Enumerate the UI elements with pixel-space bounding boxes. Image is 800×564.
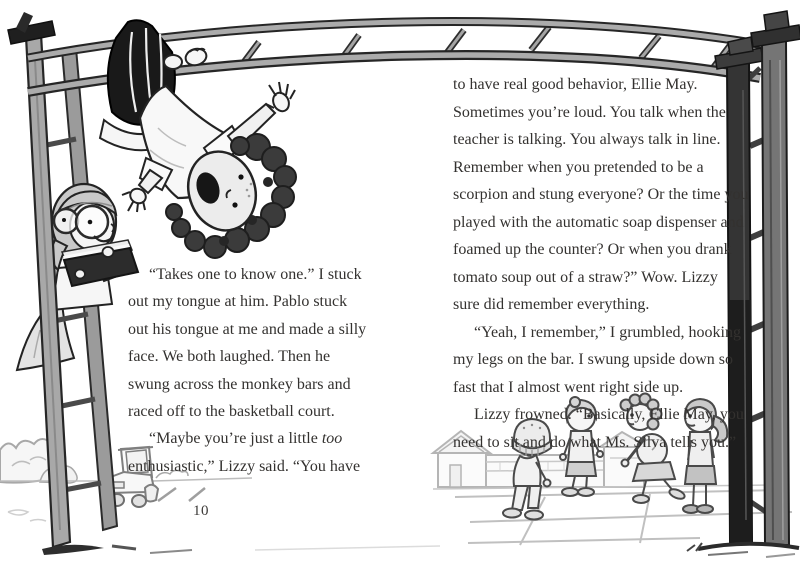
text-line: to have real good behavior, Ellie May. — [453, 76, 698, 93]
text-line: sure did remember everything. — [453, 296, 650, 313]
text-line: Remember when you pretended to be a — [453, 158, 704, 176]
text-line: fast that I almost went right side up. — [453, 378, 684, 396]
ground — [8, 510, 799, 557]
text-line: “Takes one to know one.” I stuck — [149, 266, 362, 283]
left-page-text — [128, 261, 366, 480]
text-line: raced off to the basketball court. — [128, 403, 335, 421]
text-line: need to sit and do what Ms. Silva tells you.” — [453, 433, 737, 451]
left-post-cap — [8, 21, 55, 44]
text-line: tomato soup out of a straw?” Wow. Lizzy — [453, 268, 718, 286]
text-line: Sometimes you’re loud. You talk when the — [453, 103, 726, 121]
text-line: swung across the monkey bars and — [128, 375, 351, 393]
text-fragment: “Maybe you’re just a little — [149, 430, 322, 448]
text-line: scorpion and stung everyone? Or the time you — [453, 186, 749, 203]
text-line: face. We both laughed. Then he — [128, 348, 331, 366]
text-line: teacher is talking. You always talk in line. — [453, 131, 721, 148]
page-number: 10 — [193, 503, 209, 519]
text-line: enthusiastic,” Lizzy said. “You have — [128, 457, 361, 475]
text-line: Lizzy frowned. “Basically, Ellie May, you — [474, 406, 744, 423]
ellie-may-upside-down — [100, 20, 296, 258]
road-dashes — [158, 488, 205, 501]
text-line: my legs on the bar. I swung upside down so — [453, 351, 733, 368]
text-line: out my tongue at him. Pablo stuck — [128, 293, 348, 311]
italic-word: too — [321, 430, 343, 448]
lizzy-glasses — [54, 209, 78, 233]
right-page-text — [453, 71, 748, 456]
text-line — [128, 425, 366, 452]
text-line: “Yeah, I remember,” I grumbled, hooking — [474, 323, 741, 341]
text-line: played with the automatic soap dispenser and — [453, 213, 744, 231]
text-line: out his tongue at me and made a silly — [128, 320, 367, 338]
text-line: foamed up the counter? Or when you drank — [453, 241, 732, 258]
